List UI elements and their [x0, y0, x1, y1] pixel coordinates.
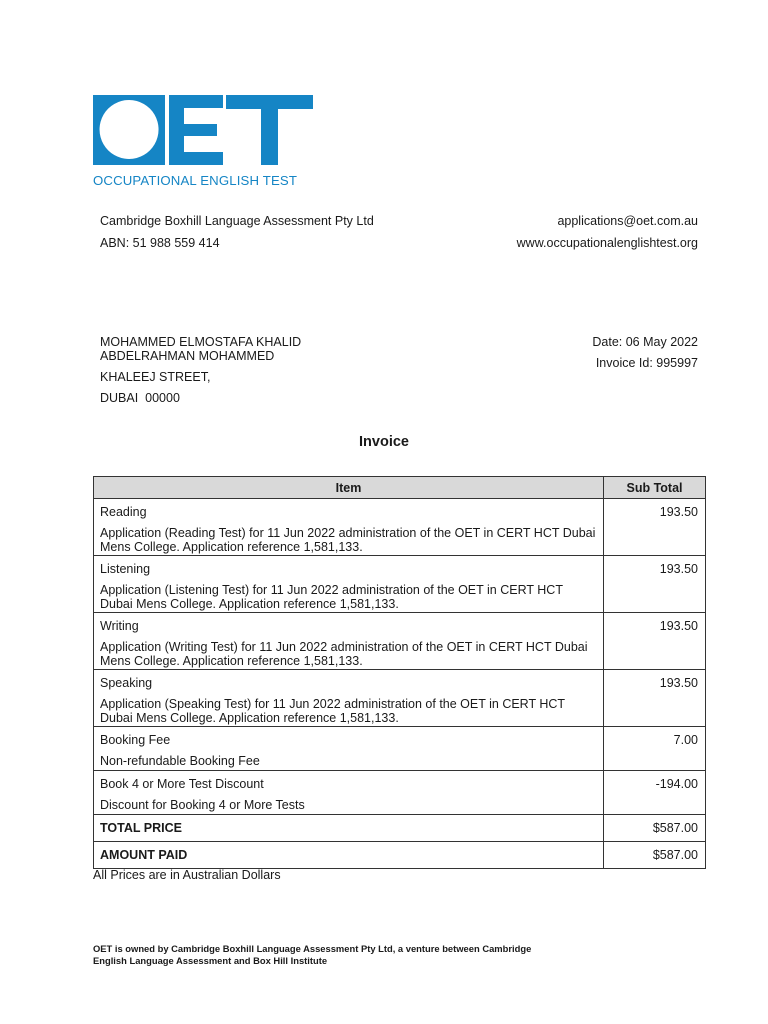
recipient-city: DUBAI 00000 [100, 391, 180, 405]
table-row [94, 771, 706, 815]
total-price-row [94, 815, 706, 842]
item-description: Application (Writing Test) for 11 Jun 2022 administration of the OET in CERT HCT Dubai Mens College. Application reference 1,581,133. [100, 640, 588, 668]
item-description: Discount for Booking 4 or More Tests [100, 798, 305, 812]
company-email[interactable]: applications@oet.com.au [557, 214, 698, 228]
table-row [94, 499, 706, 556]
header-item: Item [94, 477, 604, 499]
amount-paid-row [94, 842, 706, 869]
oet-logo-mark [93, 94, 313, 166]
table-row [94, 556, 706, 613]
footer [93, 943, 531, 967]
item-amount: 193.50 [604, 613, 706, 670]
amount-paid-label: AMOUNT PAID [94, 842, 604, 869]
recipient-name-line1: MOHAMMED ELMOSTAFA KHALID [100, 335, 302, 349]
company-website[interactable]: www.occupationalenglishtest.org [516, 236, 698, 250]
logo-tagline: OCCUPATIONAL ENGLISH TEST [93, 173, 298, 188]
item-amount: 7.00 [604, 727, 706, 771]
company-name: Cambridge Boxhill Language Assessment Pty Ltd [100, 214, 374, 228]
item-amount: -194.00 [604, 771, 706, 815]
item-description: Application (Reading Test) for 11 Jun 2022 administration of the OET in CERT HCT Dubai Mens College. Application reference 1,581,133. [100, 526, 596, 554]
item-amount: 193.50 [604, 556, 706, 613]
item-amount: 193.50 [604, 499, 706, 556]
invoice-table [93, 476, 706, 869]
item-name: Book 4 or More Test Discount [100, 777, 264, 791]
item-name: Speaking [100, 676, 153, 690]
item-name: Reading [100, 505, 147, 519]
footer-line-2: English Language Assessment and Box Hill Institute [93, 955, 328, 966]
item-name: Listening [100, 562, 151, 576]
item-description: Application (Listening Test) for 11 Jun 2022 administration of the OET in CERT HCT Dubai Mens College. Application reference 1,581,133. [100, 583, 563, 611]
header-subtotal: Sub Total [604, 477, 706, 499]
table-row [94, 613, 706, 670]
invoice-title: Invoice [359, 434, 409, 450]
amount-paid-value: $587.00 [604, 842, 706, 869]
footer-line-1: OET is owned by Cambridge Boxhill Language Assessment Pty Ltd, a venture between Cambridge [93, 943, 532, 954]
total-price-label: TOTAL PRICE [94, 815, 604, 842]
total-price-value: $587.00 [604, 815, 706, 842]
currency-note: All Prices are in Australian Dollars [93, 868, 281, 882]
invoice-id: Invoice Id: 995997 [595, 356, 698, 370]
recipient-street: KHALEEJ STREET, [100, 370, 211, 384]
table-row [94, 727, 706, 771]
item-description: Non-refundable Booking Fee [100, 754, 260, 768]
item-name: Booking Fee [100, 733, 171, 747]
item-description: Application (Speaking Test) for 11 Jun 2022 administration of the OET in CERT HCT Dubai Mens College. Application reference 1,581,133. [100, 697, 565, 725]
table-row [94, 670, 706, 727]
item-amount: 193.50 [604, 670, 706, 727]
oet-logo [93, 94, 313, 190]
company-abn: ABN: 51 988 559 414 [100, 236, 220, 250]
recipient-name-line2: ABDELRAHMAN MOHAMMED [100, 349, 275, 363]
invoice-date: Date: 06 May 2022 [592, 335, 698, 349]
item-name: Writing [100, 619, 139, 633]
